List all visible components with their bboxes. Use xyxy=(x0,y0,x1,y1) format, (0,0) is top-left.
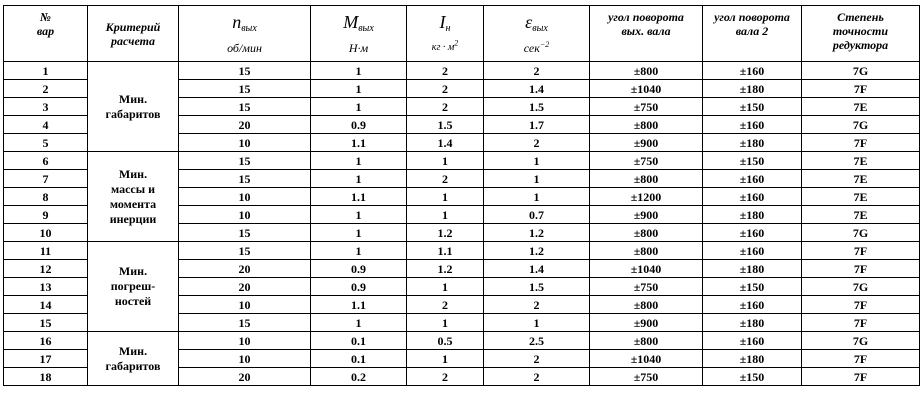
m-out-cell: 1.1 xyxy=(311,296,407,314)
accuracy-cell: 7F xyxy=(802,80,920,98)
n-out-cell: 10 xyxy=(179,332,311,350)
accel-cell: 1 xyxy=(484,152,590,170)
inertia-cell: 1 xyxy=(407,152,484,170)
n-out-cell: 15 xyxy=(179,224,311,242)
table-row xyxy=(4,62,920,80)
m-out-symbol: $M_{вых}$ xyxy=(343,12,374,34)
criterion-cell: Мин. массы и момента инерции xyxy=(88,152,179,242)
accel-cell: 2 xyxy=(484,296,590,314)
var-cell: 11 xyxy=(4,242,88,260)
angle-out-cell: ±1040 xyxy=(590,260,703,278)
var-cell: 13 xyxy=(4,278,88,296)
header-criterion: Критерий расчета xyxy=(88,6,179,62)
accuracy-cell: 7F xyxy=(802,350,920,368)
accuracy-cell: 7E xyxy=(802,170,920,188)
angle-shaft2-cell: ±160 xyxy=(703,242,802,260)
var-cell: 5 xyxy=(4,134,88,152)
var-cell: 7 xyxy=(4,170,88,188)
angle-out-cell: ±750 xyxy=(590,278,703,296)
accuracy-cell: 7F xyxy=(802,296,920,314)
inertia-cell: 2 xyxy=(407,368,484,386)
m-out-unit: Н·м xyxy=(348,41,369,55)
var-cell: 12 xyxy=(4,260,88,278)
inertia-symbol: $I_н$ xyxy=(439,12,451,34)
n-out-cell: 10 xyxy=(179,206,311,224)
var-cell: 10 xyxy=(4,224,88,242)
var-cell: 6 xyxy=(4,152,88,170)
header-var-num: № xyxy=(40,10,51,24)
m-out-cell: 0.2 xyxy=(311,368,407,386)
m-out-cell: 0.9 xyxy=(311,260,407,278)
header-angle-out: угол поворота вых. вала xyxy=(590,6,703,62)
angle-out-cell: ±800 xyxy=(590,224,703,242)
var-cell: 9 xyxy=(4,206,88,224)
accuracy-cell: 7F xyxy=(802,134,920,152)
header-n-out xyxy=(179,6,311,62)
angle-out-cell: ±750 xyxy=(590,98,703,116)
variants-table xyxy=(3,5,920,386)
var-cell: 16 xyxy=(4,332,88,350)
accel-unit: сек$^{-2}$ xyxy=(523,40,550,55)
n-out-cell: 20 xyxy=(179,368,311,386)
accel-cell: 1.5 xyxy=(484,278,590,296)
inertia-cell: 2 xyxy=(407,62,484,80)
header-row xyxy=(4,6,920,62)
accuracy-cell: 7G xyxy=(802,332,920,350)
accel-cell: 2 xyxy=(484,350,590,368)
angle-shaft2-cell: ±160 xyxy=(703,332,802,350)
accel-cell: 1 xyxy=(484,188,590,206)
angle-shaft2-cell: ±160 xyxy=(703,296,802,314)
accel-cell: 1.5 xyxy=(484,98,590,116)
table-row xyxy=(4,152,920,170)
inertia-cell: 1.5 xyxy=(407,116,484,134)
angle-out-cell: ±750 xyxy=(590,368,703,386)
n-out-cell: 10 xyxy=(179,296,311,314)
criterion-cell: Мин. погреш- ностей xyxy=(88,242,179,332)
accuracy-cell: 7F xyxy=(802,368,920,386)
accuracy-cell: 7E xyxy=(802,188,920,206)
angle-out-cell: ±800 xyxy=(590,242,703,260)
angle-shaft2-cell: ±160 xyxy=(703,224,802,242)
var-cell: 2 xyxy=(4,80,88,98)
m-out-cell: 1 xyxy=(311,206,407,224)
var-cell: 15 xyxy=(4,314,88,332)
angle-out-cell: ±1040 xyxy=(590,350,703,368)
m-out-cell: 0.1 xyxy=(311,350,407,368)
angle-out-cell: ±900 xyxy=(590,134,703,152)
angle-out-cell: ±800 xyxy=(590,296,703,314)
accuracy-cell: 7F xyxy=(802,314,920,332)
angle-shaft2-cell: ±180 xyxy=(703,134,802,152)
m-out-cell: 1 xyxy=(311,170,407,188)
accel-cell: 1.7 xyxy=(484,116,590,134)
angle-out-cell: ±800 xyxy=(590,116,703,134)
header-m-out xyxy=(311,6,407,62)
accuracy-cell: 7F xyxy=(802,242,920,260)
inertia-cell: 1.4 xyxy=(407,134,484,152)
angle-out-cell: ±750 xyxy=(590,152,703,170)
accuracy-cell: 7E xyxy=(802,152,920,170)
angle-shaft2-cell: ±180 xyxy=(703,314,802,332)
n-out-cell: 20 xyxy=(179,116,311,134)
accel-cell: 1.2 xyxy=(484,242,590,260)
inertia-cell: 2 xyxy=(407,98,484,116)
header-inertia xyxy=(407,6,484,62)
inertia-cell: 0.5 xyxy=(407,332,484,350)
accel-cell: 1.4 xyxy=(484,80,590,98)
angle-out-cell: ±800 xyxy=(590,170,703,188)
criterion-cell: Мин. габаритов xyxy=(88,62,179,152)
n-out-cell: 10 xyxy=(179,188,311,206)
m-out-cell: 1 xyxy=(311,80,407,98)
table-row xyxy=(4,332,920,350)
m-out-cell: 1 xyxy=(311,224,407,242)
header-accel xyxy=(484,6,590,62)
n-out-cell: 15 xyxy=(179,314,311,332)
accuracy-cell: 7E xyxy=(802,98,920,116)
n-out-symbol: $n_{вых}$ xyxy=(232,12,257,34)
n-out-unit: об/мин xyxy=(227,41,262,55)
accel-symbol: $\varepsilon_{вых}$ xyxy=(525,12,548,34)
angle-shaft2-cell: ±150 xyxy=(703,152,802,170)
angle-shaft2-cell: ±150 xyxy=(703,278,802,296)
n-out-cell: 20 xyxy=(179,260,311,278)
accel-cell: 2.5 xyxy=(484,332,590,350)
n-out-cell: 10 xyxy=(179,350,311,368)
header-angle-shaft2: угол поворота вала 2 xyxy=(703,6,802,62)
header-accuracy: Степень точности редуктора xyxy=(802,6,920,62)
accuracy-cell: 7F xyxy=(802,260,920,278)
n-out-cell: 15 xyxy=(179,80,311,98)
angle-shaft2-cell: ±160 xyxy=(703,116,802,134)
n-out-cell: 15 xyxy=(179,98,311,116)
inertia-cell: 1 xyxy=(407,188,484,206)
m-out-cell: 1.1 xyxy=(311,188,407,206)
inertia-cell: 1.2 xyxy=(407,224,484,242)
var-cell: 17 xyxy=(4,350,88,368)
accuracy-cell: 7G xyxy=(802,278,920,296)
angle-shaft2-cell: ±180 xyxy=(703,350,802,368)
angle-shaft2-cell: ±180 xyxy=(703,206,802,224)
m-out-cell: 1 xyxy=(311,98,407,116)
m-out-cell: 0.9 xyxy=(311,116,407,134)
inertia-cell: 1 xyxy=(407,350,484,368)
accel-cell: 1 xyxy=(484,314,590,332)
inertia-cell: 2 xyxy=(407,170,484,188)
angle-out-cell: ±1040 xyxy=(590,80,703,98)
angle-out-cell: ±800 xyxy=(590,62,703,80)
n-out-cell: 15 xyxy=(179,170,311,188)
accuracy-cell: 7G xyxy=(802,224,920,242)
m-out-cell: 0.1 xyxy=(311,332,407,350)
angle-shaft2-cell: ±160 xyxy=(703,188,802,206)
m-out-cell: 0.9 xyxy=(311,278,407,296)
m-out-cell: 1 xyxy=(311,152,407,170)
accuracy-cell: 7G xyxy=(802,62,920,80)
accuracy-cell: 7E xyxy=(802,206,920,224)
var-cell: 18 xyxy=(4,368,88,386)
accel-cell: 0.7 xyxy=(484,206,590,224)
m-out-cell: 1 xyxy=(311,242,407,260)
var-cell: 4 xyxy=(4,116,88,134)
accuracy-cell: 7G xyxy=(802,116,920,134)
inertia-cell: 1.2 xyxy=(407,260,484,278)
angle-out-cell: ±900 xyxy=(590,314,703,332)
angle-shaft2-cell: ±150 xyxy=(703,98,802,116)
inertia-cell: 1 xyxy=(407,278,484,296)
n-out-cell: 15 xyxy=(179,242,311,260)
m-out-cell: 1 xyxy=(311,314,407,332)
inertia-cell: 2 xyxy=(407,80,484,98)
accel-cell: 1.2 xyxy=(484,224,590,242)
inertia-cell: 1.1 xyxy=(407,242,484,260)
table-row xyxy=(4,242,920,260)
angle-shaft2-cell: ±160 xyxy=(703,170,802,188)
header-var-label: вар xyxy=(36,24,55,38)
inertia-cell: 2 xyxy=(407,296,484,314)
m-out-cell: 1.1 xyxy=(311,134,407,152)
criterion-cell: Мин. габаритов xyxy=(88,332,179,386)
angle-shaft2-cell: ±160 xyxy=(703,62,802,80)
accel-cell: 2 xyxy=(484,134,590,152)
angle-shaft2-cell: ±180 xyxy=(703,80,802,98)
angle-out-cell: ±1200 xyxy=(590,188,703,206)
angle-shaft2-cell: ±150 xyxy=(703,368,802,386)
accel-cell: 1.4 xyxy=(484,260,590,278)
angle-out-cell: ±900 xyxy=(590,206,703,224)
accel-cell: 1 xyxy=(484,170,590,188)
inertia-cell: 1 xyxy=(407,314,484,332)
var-cell: 14 xyxy=(4,296,88,314)
m-out-cell: 1 xyxy=(311,62,407,80)
angle-shaft2-cell: ±180 xyxy=(703,260,802,278)
n-out-cell: 15 xyxy=(179,152,311,170)
n-out-cell: 10 xyxy=(179,134,311,152)
var-cell: 8 xyxy=(4,188,88,206)
var-cell: 1 xyxy=(4,62,88,80)
angle-out-cell: ±800 xyxy=(590,332,703,350)
n-out-cell: 20 xyxy=(179,278,311,296)
inertia-cell: 1 xyxy=(407,206,484,224)
n-out-cell: 15 xyxy=(179,62,311,80)
table-body xyxy=(4,62,920,386)
accel-cell: 2 xyxy=(484,62,590,80)
var-cell: 3 xyxy=(4,98,88,116)
accel-cell: 2 xyxy=(484,368,590,386)
header-var xyxy=(4,6,88,62)
inertia-unit: кг · $м^2$ xyxy=(431,38,459,53)
